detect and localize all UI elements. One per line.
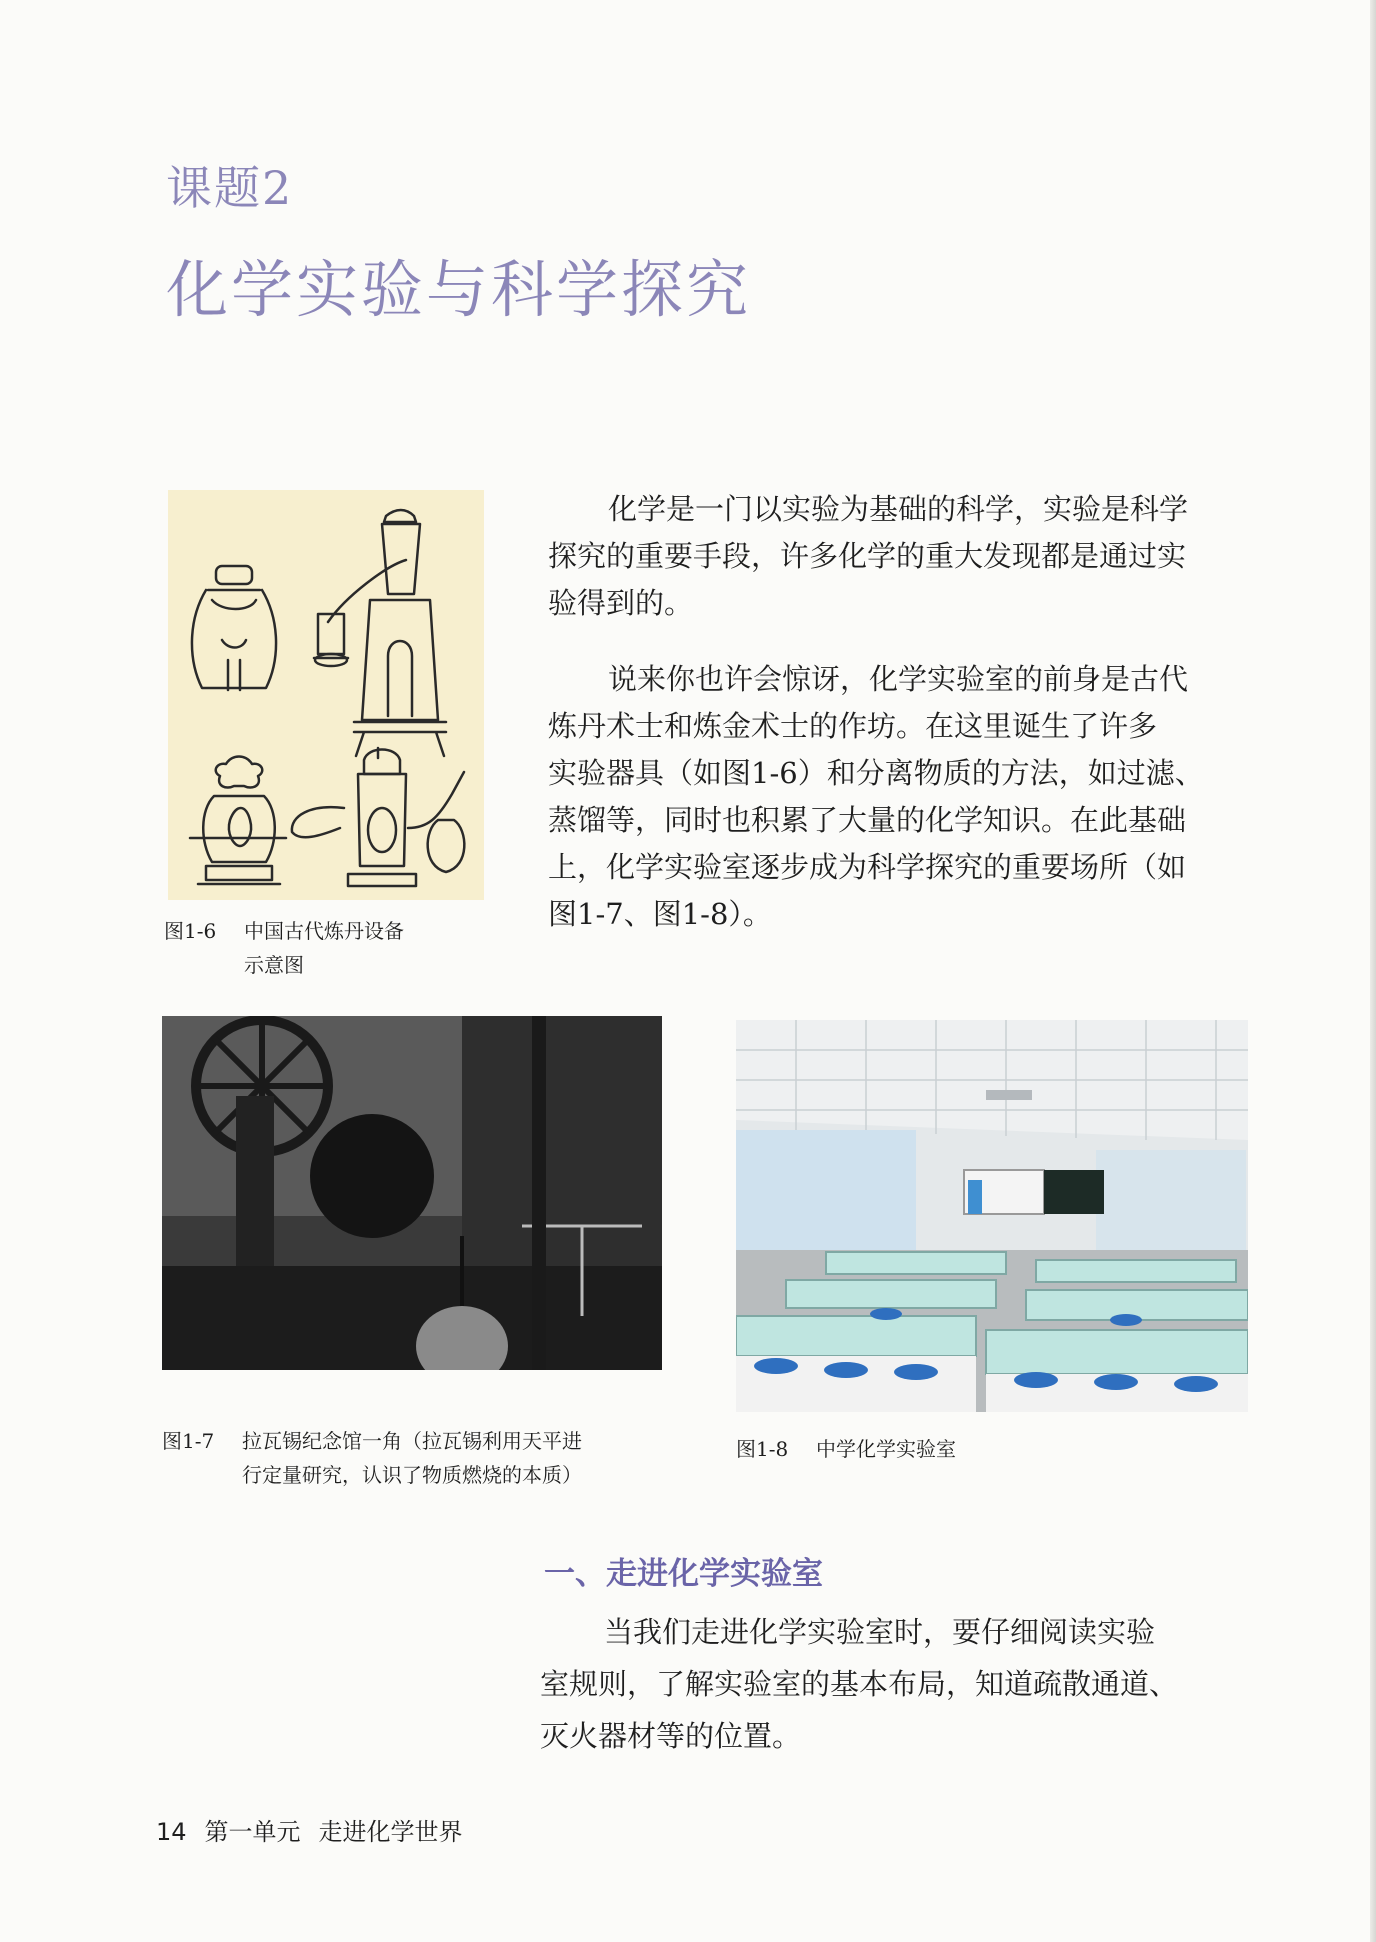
figure-1-8-caption-line1: 中学化学实验室 (816, 1437, 956, 1461)
figure-1-8-school-lab-photo (736, 1020, 1248, 1412)
figure-1-7-caption-line1: 拉瓦锡纪念馆一角（拉瓦锡利用天平进 (242, 1429, 582, 1453)
intro-p2-line: 实验器具（如图1-6）和分离物质的方法，如过滤、 (548, 756, 1204, 790)
section-heading: 一、走进化学实验室 (544, 1556, 823, 1592)
intro-p1-line: 验得到的。 (548, 586, 694, 620)
intro-p2-line: 图1-7、图1-8）。 (548, 897, 772, 931)
intro-p2-line: 蒸馏等，同时也积累了大量的化学知识。在此基础 (548, 803, 1187, 837)
intro-p2-line: 说来你也许会惊讶，化学实验室的前身是古代 (608, 662, 1189, 696)
intro-paragraph-1 (548, 486, 1188, 627)
page-footer (156, 1812, 463, 1847)
alchemy-apparatus-illustration (168, 490, 484, 900)
figure-1-7-caption (162, 1424, 582, 1492)
section1-paragraph (540, 1606, 1178, 1762)
lavoisier-lab-photo (162, 1016, 662, 1370)
figure-1-6-caption-line2: 示意图 (244, 953, 304, 977)
intro-p1-line: 探究的重要手段，许多化学的重大发现都是通过实 (548, 539, 1187, 573)
unit-label: 第一单元 (204, 1818, 301, 1846)
figure-1-8-number: 图1-8 (736, 1437, 789, 1461)
section1-line: 灭火器材等的位置。 (540, 1719, 802, 1753)
lesson-label: 课题2 (166, 161, 294, 215)
figure-1-7-caption-line2: 行定量研究，认识了物质燃烧的本质） (242, 1463, 582, 1487)
section1-line: 当我们走进化学实验室时，要仔细阅读实验 (604, 1615, 1156, 1649)
intro-p1-line: 化学是一门以实验为基础的科学，实验是科学 (608, 492, 1189, 526)
figure-1-7-number: 图1-7 (162, 1429, 215, 1453)
unit-title: 走进化学世界 (318, 1818, 463, 1846)
figure-1-6-caption-line1: 中国古代炼丹设备 (244, 919, 404, 943)
lesson-title: 化学实验与科学探究 (166, 253, 752, 326)
intro-paragraph-2 (548, 656, 1204, 938)
figure-1-7-lavoisier-museum-photo (162, 1016, 662, 1370)
figure-1-6-caption (164, 914, 404, 982)
page-edge (1370, 0, 1376, 1942)
intro-p2-line: 上，化学实验室逐步成为科学探究的重要场所（如 (548, 850, 1187, 884)
school-lab-photo (736, 1020, 1248, 1412)
figure-1-8-caption (736, 1432, 956, 1466)
intro-p2-line: 炼丹术士和炼金术士的作坊。在这里诞生了许多 (548, 709, 1158, 743)
figure-1-6-number: 图1-6 (164, 919, 217, 943)
page-number: 14 (156, 1818, 187, 1846)
section1-line: 室规则，了解实验室的基本布局，知道疏散通道、 (540, 1667, 1179, 1701)
figure-1-6-alchemy-apparatus (168, 490, 484, 900)
